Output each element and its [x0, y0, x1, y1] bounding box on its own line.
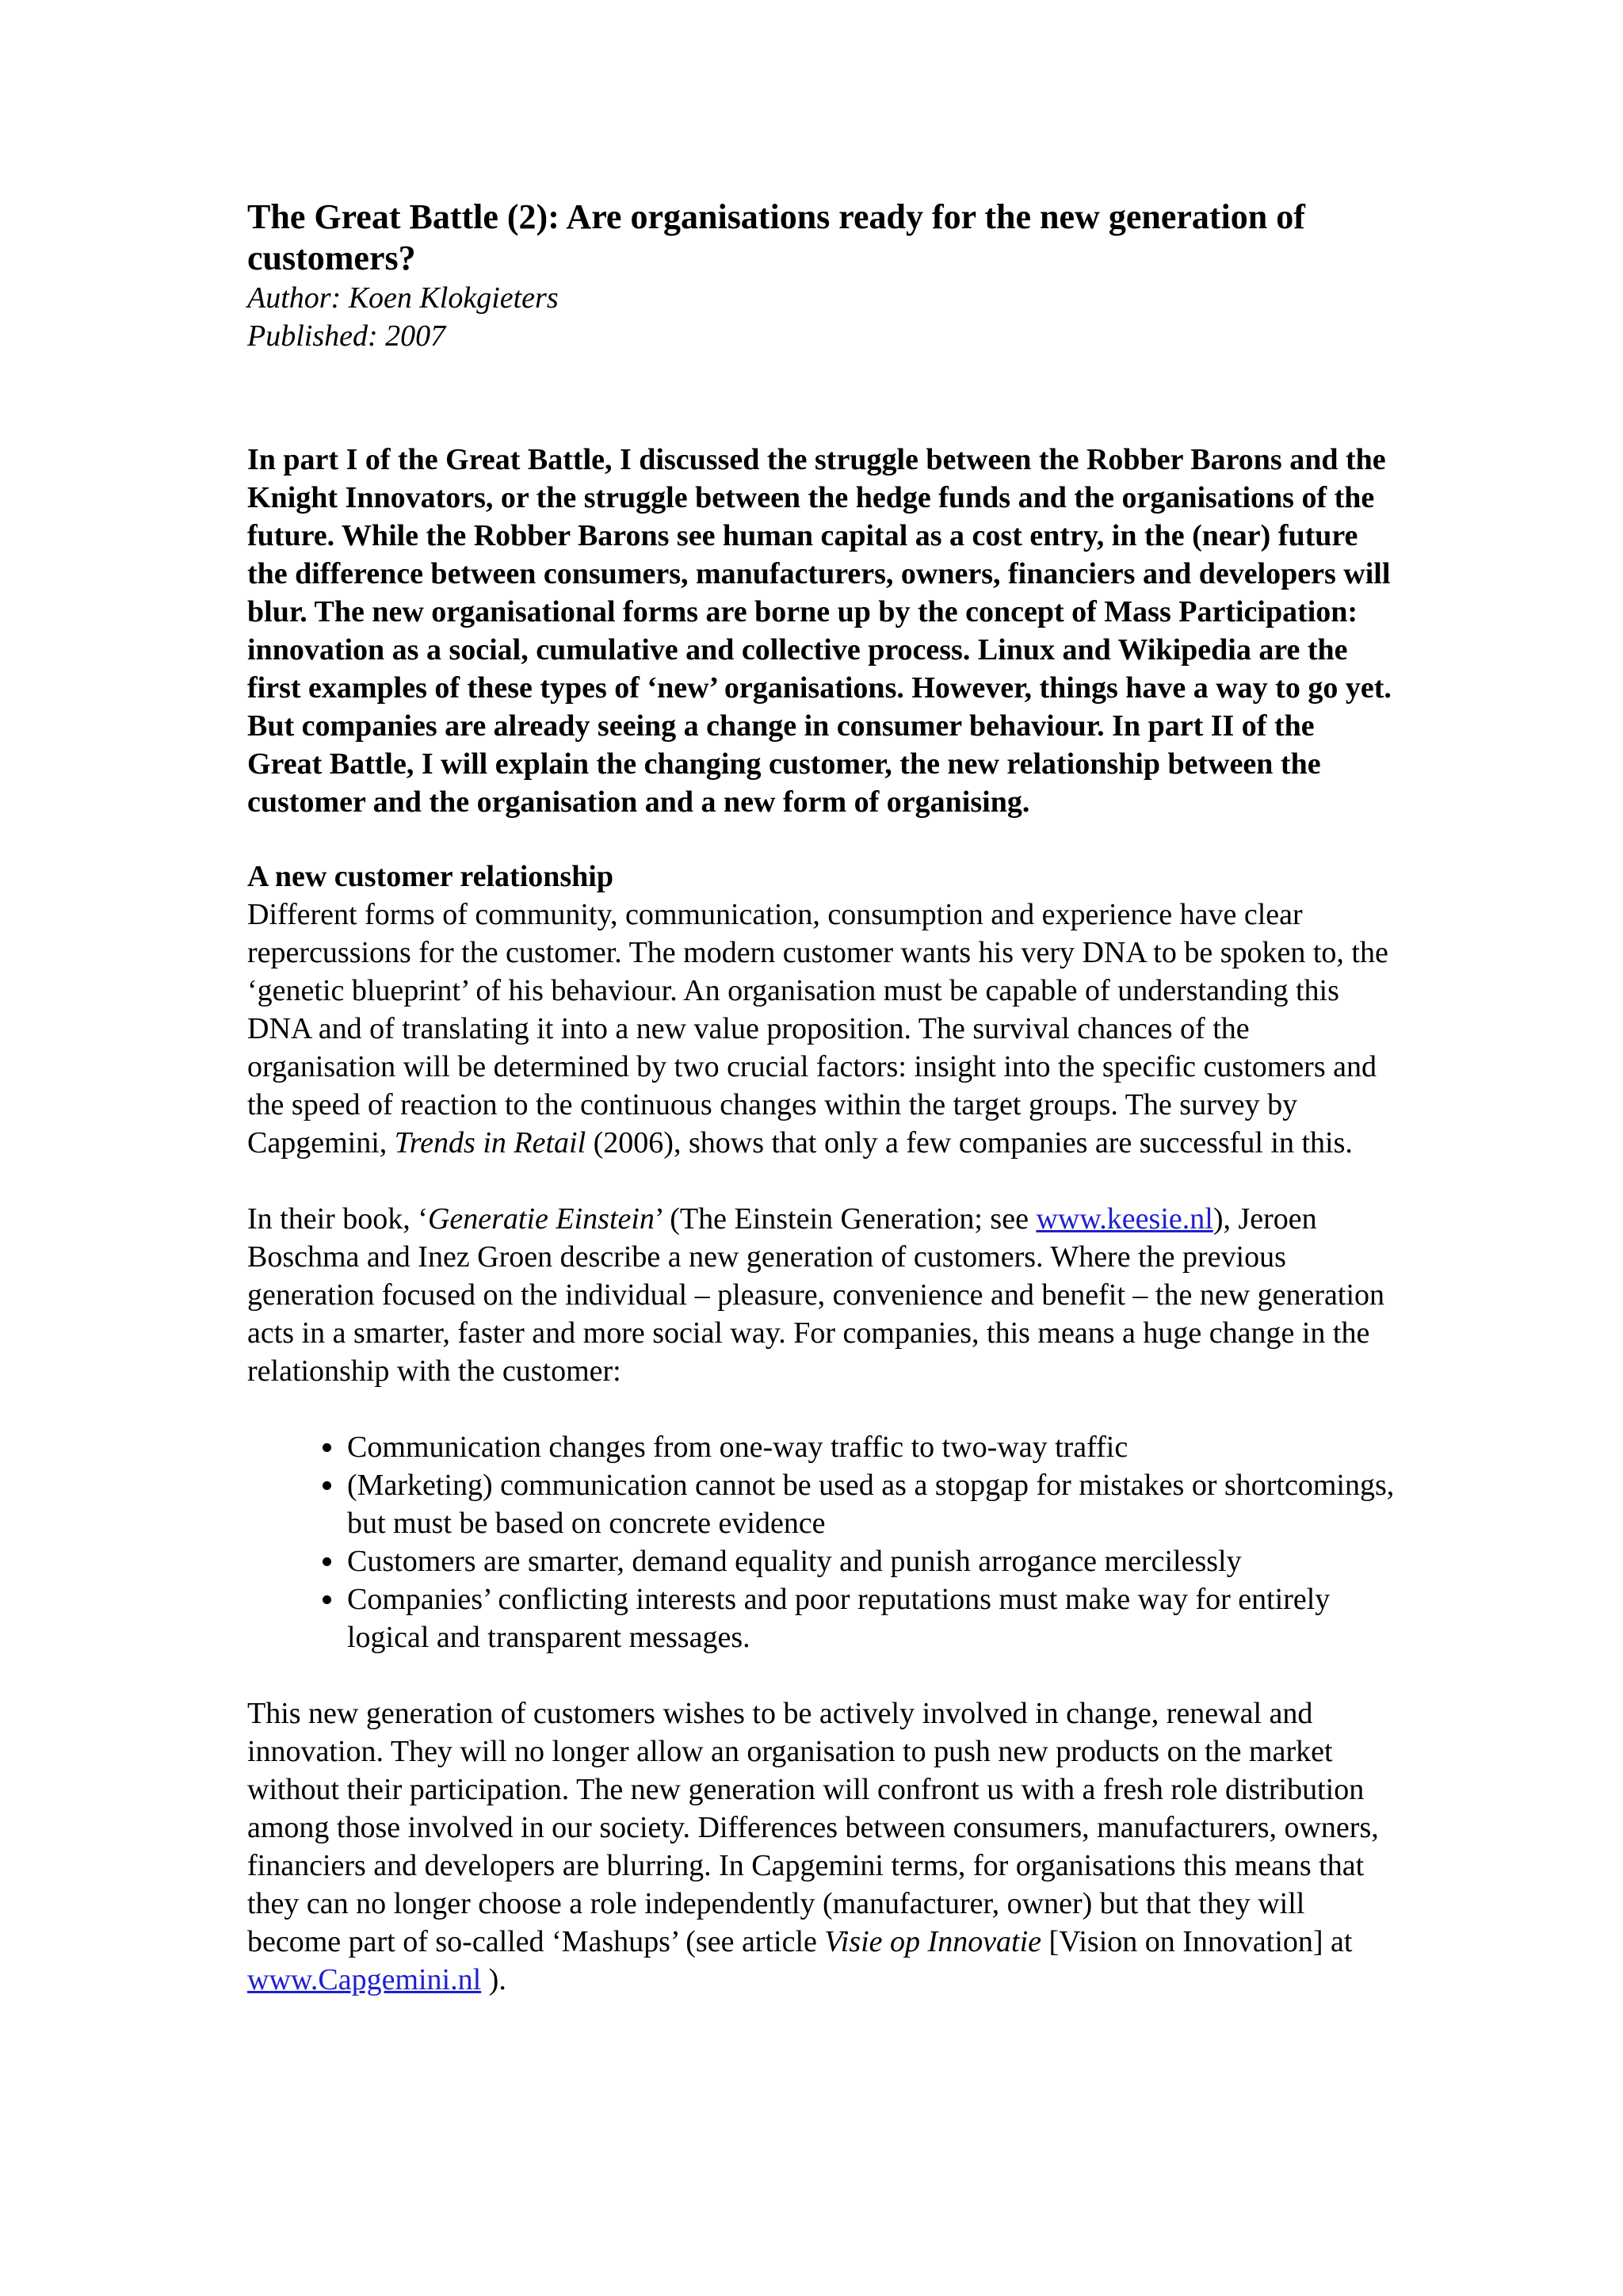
- keesie-link[interactable]: www.keesie.nl: [1036, 1202, 1213, 1236]
- paragraph-1: [247, 896, 1396, 1162]
- article-published: Published: 2007: [247, 319, 446, 353]
- paragraph-2-text-c: ), Jeroen Boschma and Inez Groen describe a new generation of customers. Where the previous generation focused on the individual – pleasure, convenience and benefit – the new generation acts in a smarter, faster and more social way. For companies, this means a huge change in the relationship with the customer:: [247, 1202, 1385, 1388]
- bullet-list: [247, 1428, 1396, 1656]
- paragraph-1-text-a: Different forms of community, communication, consumption and experience have clear repercussions for the customer. The modern customer wants his very DNA to be spoken to, the ‘genetic blueprint’ of his behaviour. An organisation must be capable of understanding this DNA and of translating it into a new value proposition. The survival chances of the organisation will be determined by two crucial factors: insight into the specific customers and the speed of reaction to the continuous changes within the target groups. The survey by Capgemini,: [247, 898, 1388, 1159]
- article-title: The Great Battle (2): Are organisations ready for the new generation of customers?: [247, 197, 1305, 277]
- paragraph-3-text-c: ).: [481, 1963, 506, 1996]
- list-item: • (Marketing) communication cannot be used as a stopgap for mistakes or shortcomings, but must be based on concrete evidence: [346, 1466, 1396, 1542]
- section-heading: A new customer relationship: [247, 860, 613, 893]
- paragraph-3-text-a: This new generation of customers wishes to be actively involved in change, renewal and innovation. They will no longer allow an organisation to push new products on the market without their participation. The new generation will confront us with a fresh role distribution among those involved in our society. Differences between consumers, manufacturers, owners, financiers and developers are blurring. In Capgemini terms, for organisations this means that they can no longer choose a role independently (manufacturer, owner) but that they will become part of so-called ‘Mashups’ (see article: [247, 1697, 1379, 1958]
- paragraph-1-italic: Trends in Retail: [394, 1126, 586, 1159]
- paragraph-2-text-a: In their book, ‘: [247, 1202, 428, 1236]
- intro-paragraph: In part I of the Great Battle, I discussed the struggle between the Robber Barons and the Knight Innovators, or the struggle between the hedge funds and the organisations of the future. While the Robber Barons see human capital as a cost entry, in the (near) future the difference between consumers, manufacturers, owners, financiers and developers will blur. The new organisational forms are borne up by the concept of Mass Participation: innovation as a social, cumulative and collective process. Linux and Wikipedia are the first examples of these types of ‘new’ organisations. However, things have a way to go yet. But companies are already seeing a change in consumer behaviour. In part II of the Great Battle, I will explain the changing customer, the new relationship between the customer and the organisation and a new form of organising.: [247, 443, 1392, 819]
- paragraph-3-italic: Visie op Innovatie: [824, 1925, 1042, 1958]
- paragraph-2-italic: Generatie Einstein: [427, 1202, 655, 1236]
- paragraph-2-text-b: ’ (The Einstein Generation; see: [654, 1202, 1037, 1236]
- document-page: [247, 197, 1396, 1999]
- paragraph-3: [247, 1694, 1396, 1999]
- paragraph-3-text-b: [Vision on Innovation] at: [1041, 1925, 1353, 1958]
- list-item: • Companies’ conflicting interests and poor reputations must make way for entirely logical and transparent messages.: [346, 1580, 1396, 1656]
- list-item: • Customers are smarter, demand equality and punish arrogance mercilessly: [346, 1542, 1396, 1580]
- paragraph-1-text-b: (2006), shows that only a few companies are successful in this.: [586, 1126, 1353, 1159]
- capgemini-link[interactable]: www.Capgemini.nl: [247, 1963, 482, 1996]
- article-author: Author: Koen Klokgieters: [247, 281, 559, 315]
- paragraph-2: [247, 1200, 1396, 1390]
- list-item: • Communication changes from one-way traffic to two-way traffic: [346, 1428, 1396, 1466]
